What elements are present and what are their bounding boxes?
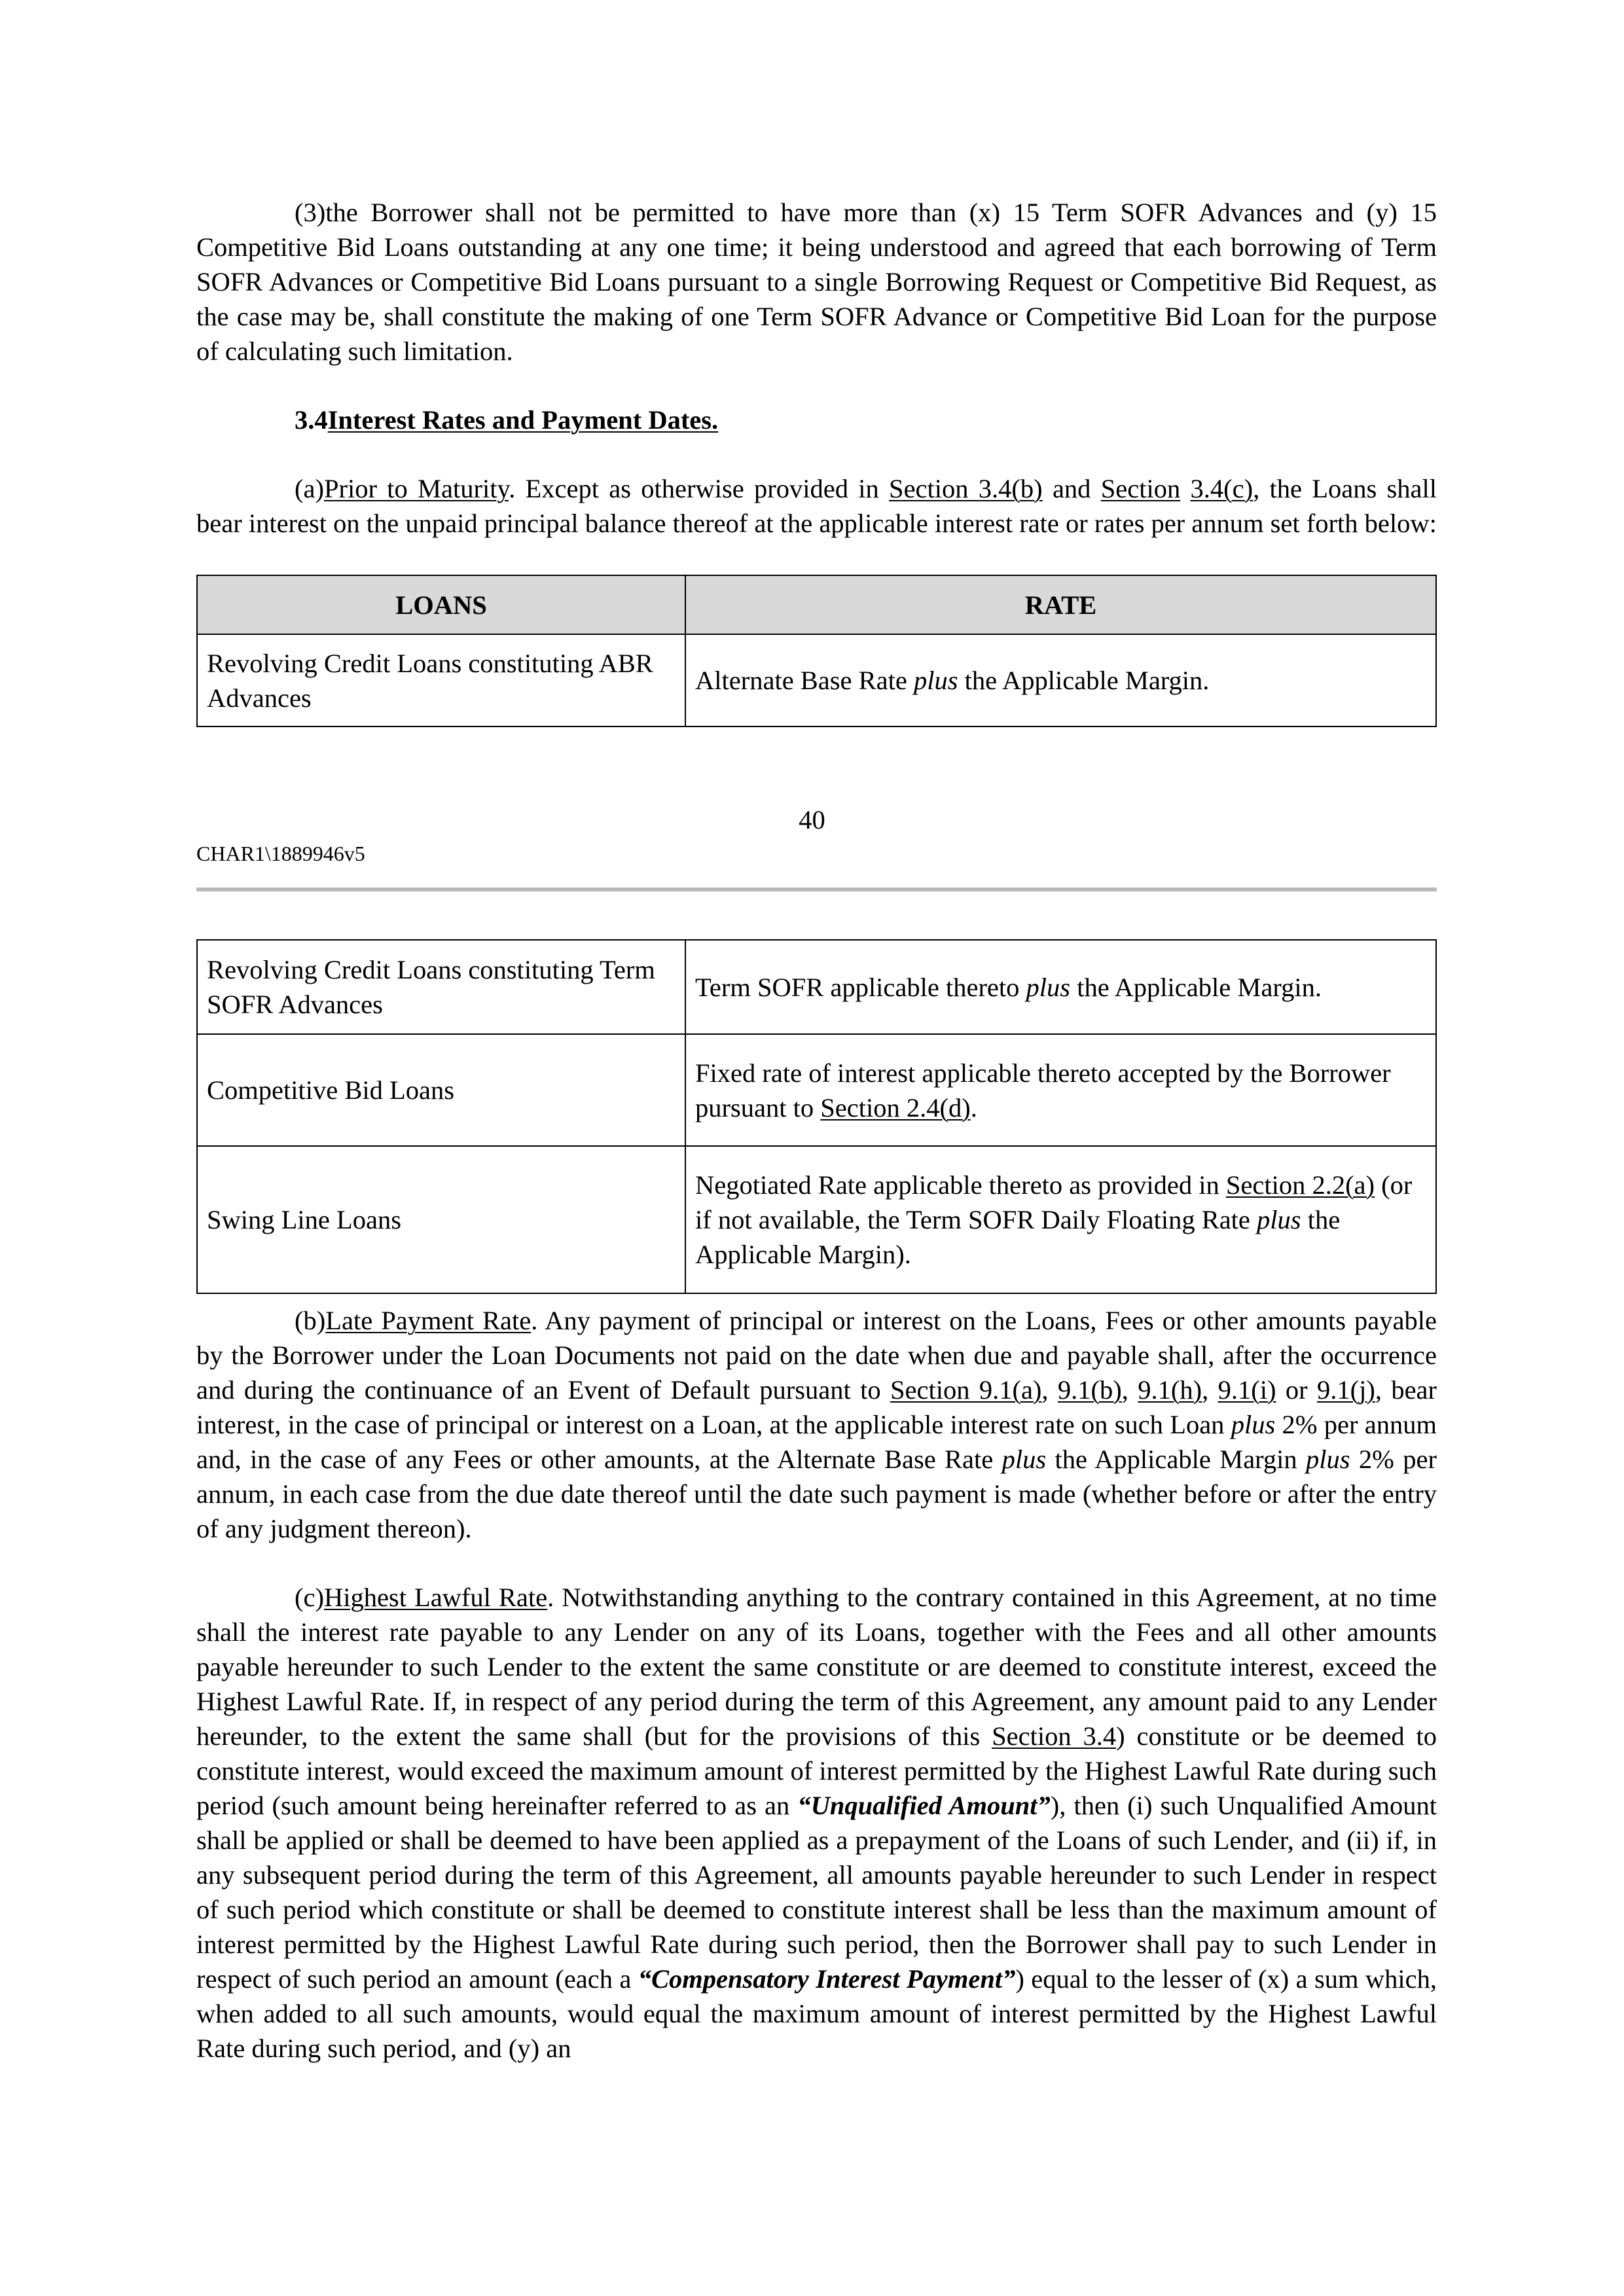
rate-text: the Applicable Margin.	[958, 666, 1210, 695]
header-rate: RATE	[685, 575, 1436, 634]
rate-text: Term SOFR applicable thereto	[695, 972, 1026, 1002]
rate-cell	[685, 1146, 1436, 1293]
table-header-row	[197, 575, 1436, 634]
paragraph-b-heading: Late Payment Rate	[325, 1306, 532, 1335]
section-ref-9-1-b[interactable]: 9.1(b)	[1057, 1375, 1122, 1405]
rates-table-part-1	[196, 575, 1437, 727]
paragraph-c-lead: (c)	[295, 1583, 324, 1612]
rate-text: (or if not available, the Term SOFR Daily Floating Rate	[695, 1170, 1413, 1234]
rate-text: the Applicable Margin).	[695, 1205, 1341, 1269]
loan-cell: Competitive Bid Loans	[197, 1034, 685, 1146]
section-ref-section-word[interactable]: Section	[1100, 474, 1181, 503]
rate-text: the Applicable Margin.	[1070, 972, 1322, 1002]
paragraph-b-text: , bear interest, in the case of principal or interest on a Loan, at the applicable interest rate on such Loan	[196, 1375, 1437, 1439]
paragraph-a-text-1: . Except as otherwise provided in	[509, 474, 890, 503]
paragraph-c-text: ), then (i) such Unqualified Amount shall be applied or shall be deemed to have been applied as a prepayment of the Loans of such Lender, and (ii) if, in any subsequent period during the term of this Agreement, all amounts payable hereunder to such Lender in respect of such period which constitute or shall be deemed to constitute interest shall be less than the maximum amount of interest permitted by the Highest Lawful Rate during such period, then the Borrower shall pay to such Lender in respect of such period an amount (each a	[196, 1791, 1437, 1994]
table-row	[197, 634, 1436, 726]
paragraph-b-text: or	[1276, 1375, 1317, 1405]
section-ref-3-4[interactable]: Section 3.4	[992, 1721, 1117, 1751]
section-ref-3-4-b[interactable]: Section 3.4(b)	[889, 474, 1043, 503]
punctuation: ,	[1202, 1375, 1218, 1405]
rates-table-part-2	[196, 939, 1437, 1294]
section-ref-2-4-d[interactable]: Section 2.4(d)	[820, 1092, 971, 1122]
section-title: Interest Rates and Payment Dates.	[327, 405, 719, 435]
section-ref-9-1-j[interactable]: 9.1(j)	[1316, 1375, 1375, 1405]
loan-cell: Revolving Credit Loans constituting ABR Advances	[197, 634, 685, 726]
rate-text: Negotiated Rate applicable thereto as provided in	[695, 1170, 1226, 1200]
loan-cell: Swing Line Loans	[197, 1146, 685, 1293]
paragraph-b-text: the Applicable Margin	[1046, 1444, 1307, 1474]
paragraph-a	[196, 471, 1437, 541]
section-ref-9-1-h[interactable]: 9.1(h)	[1138, 1375, 1202, 1405]
header-loans: LOANS	[197, 575, 685, 634]
table-row	[197, 1146, 1436, 1293]
page-number: 40	[799, 805, 825, 834]
defined-term-unqualified-amount: “Unqualified Amount”	[797, 1791, 1051, 1820]
rate-cell	[685, 1034, 1436, 1146]
rate-text: .	[970, 1092, 977, 1122]
section-heading	[196, 403, 1437, 437]
paragraph-c	[196, 1580, 1437, 2066]
punctuation: ,	[1121, 1375, 1138, 1405]
paragraph-b-text: . Any payment of principal or interest on the Loans, Fees or other amounts payable by the Borrower under the Loan Documents not paid on the date when due and payable shall, after the occurrence and during the continuance of an Event of Default pursuant to	[196, 1306, 1437, 1405]
section-number: 3.4	[295, 405, 328, 435]
paragraph-a-lead: (a)	[295, 474, 324, 503]
paragraph-b	[196, 1303, 1437, 1546]
paragraph-c-text: ) equal to the lesser of (x) a sum which, when added to all such amounts, would equal the maximum amount of interest permitted by the Highest Lawful Rate during such period, and (y) an	[196, 1964, 1437, 2063]
paragraph-c-text: . Notwithstanding anything to the contrary contained in this Agreement, at no time shall the interest rate payable to any Lender on any of its Loans, together with the Fees and all other amounts payable hereunder to such Lender to the extent the same constitute or are deemed to constitute interest, exceed the Highest Lawful Rate. If, in respect of any period during the term of this Agreement, any amount paid to any Lender hereunder, to the extent the same shall (but for the provisions of this	[196, 1583, 1437, 1751]
plus-italic: plus	[1001, 1444, 1047, 1474]
defined-term-compensatory-interest-payment: “Compensatory Interest Payment”	[638, 1964, 1016, 1994]
rate-cell	[685, 940, 1436, 1034]
punctuation: ,	[1041, 1375, 1058, 1405]
paragraph-b-text: 2% per annum, in each case from the due date thereof until the date such payment is made (whether before or after the entry of any judgment thereon).	[196, 1444, 1437, 1543]
page-2-content	[196, 939, 1437, 2066]
table-row	[197, 940, 1436, 1034]
table-row	[197, 1034, 1436, 1146]
section-ref-9-1-a[interactable]: Section 9.1(a)	[890, 1375, 1042, 1405]
paragraph-a-text-4: , the Loans shall bear interest on the unpaid principal balance thereof at the applicable interest rate or rates per annum set forth below:	[196, 474, 1437, 538]
document-code: CHAR1\1889946v5	[196, 842, 365, 865]
paragraph-c-text: ) constitute or be deemed to constitute interest, would exceed the maximum amount of interest permitted by the Highest Lawful Rate during such period (such amount being hereinafter referred to as an	[196, 1721, 1437, 1820]
section-ref-3-4-c[interactable]: 3.4(c)	[1190, 474, 1254, 503]
plus-italic: plus	[1231, 1410, 1276, 1439]
page-1-content	[196, 195, 1437, 727]
rate-plus: plus	[1026, 972, 1071, 1002]
paragraph-a-text-2: and	[1042, 474, 1101, 503]
paragraph-b-lead: (b)	[295, 1306, 326, 1335]
clause-3-lead: (3)	[295, 198, 326, 227]
section-ref-2-2-a[interactable]: Section 2.2(a)	[1225, 1170, 1375, 1200]
rate-text: Fixed rate of interest applicable thereto accepted by the Borrower pursuant to	[695, 1058, 1391, 1122]
clause-3-paragraph	[196, 195, 1437, 368]
plus-italic: plus	[1306, 1444, 1350, 1474]
clause-3-text: the Borrower shall not be permitted to have more than (x) 15 Term SOFR Advances and (y) 15 Competitive Bid Loans outstanding at any one time; it being understood and agreed that each borrowing of Term SOFR Advances or Competitive Bid Loans pursuant to a single Borrowing Request or Competitive Bid Request, as the case may be, shall constitute the making of one Term SOFR Advance or Competitive Bid Loan for the purpose of calculating such limitation.	[196, 198, 1437, 366]
paragraph-a-heading: Prior to Maturity	[323, 474, 509, 503]
paragraph-a-text-3	[1180, 474, 1190, 503]
rate-cell	[685, 634, 1436, 726]
rate-plus: plus	[914, 666, 958, 695]
paragraph-c-heading: Highest Lawful Rate	[323, 1583, 548, 1612]
rate-text: Alternate Base Rate	[695, 666, 914, 695]
paragraph-b-text: 2% per annum and, in the case of any Fees or other amounts, at the Alternate Base Rate	[196, 1410, 1437, 1474]
loan-cell: Revolving Credit Loans constituting Term SOFR Advances	[197, 940, 685, 1034]
page-separator	[196, 888, 1437, 891]
section-ref-9-1-i[interactable]: 9.1(i)	[1218, 1375, 1276, 1405]
rate-plus: plus	[1257, 1205, 1301, 1234]
